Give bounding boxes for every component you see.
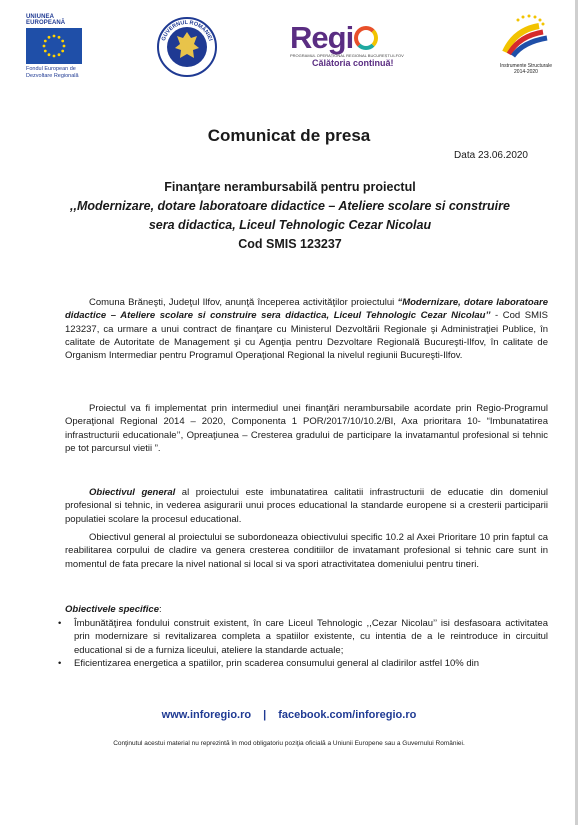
bullet-icon: • (58, 618, 62, 629)
regio-wordmark (290, 22, 420, 53)
p1-project-name: “Modernizare, dotare laboratoare didactice – Ateliere scolare si construire sera didactica, Liceul Tehnologic Cezar Nicolau’’ (65, 297, 548, 322)
eu-logo-subtitle (26, 66, 92, 79)
regio-logo (290, 22, 420, 68)
structural-instruments-caption (494, 63, 558, 75)
p3-text: al proiectului este imbunatatirea calitatii infrastructurii de educatie din domeniul profesional si tehnic, in vederea asigurarii unui proces educational la standarde europene si a cresterii participarii populatiei scolare la procesul educational. (65, 487, 548, 525)
document-date: Data 23.06.2020 (454, 150, 528, 161)
subtitle-line-1: Finanţare nerambursabilă pentru proiectul (164, 180, 416, 194)
eu-flag-icon (26, 28, 82, 64)
specific-objectives-list (50, 617, 548, 670)
list-item-text: Eficientizarea energetica a spatiilor, prin scaderea consumului general al cladirilor astfel 10% din (74, 657, 480, 669)
project-subtitle (40, 178, 540, 254)
subtitle-smis-code: Cod SMIS 123237 (238, 237, 342, 251)
specific-objectives-heading (65, 604, 162, 615)
list-item-text: Îmbunătăţirea fondului construit existent, în care Liceul Tehnologic ,,Cezar Nicolau’’ isi desfasoara activitatea prin modernizare si revitalizarea completa a spatiilor existente, cu intentia de a le reintroduce in circuitul educational si de a furniza liceului, ateliere la standarde actuale; (74, 618, 548, 656)
list-item (50, 617, 548, 657)
government-seal-logo (156, 16, 218, 78)
footer-disclaimer: Conţinutul acestui material nu reprezintă în mod obligatoriu poziţia oficială a Uniunii Europene sau a Guvernului României. (113, 740, 465, 747)
document-title: Comunicat de presa (207, 126, 371, 145)
footer-links (0, 709, 578, 721)
spec-head-text: Obiectivele specifice (65, 604, 159, 615)
paragraph-announcement (65, 296, 548, 362)
regio-program-text: PROGRAMUL OPERAȚIONAL REGIONAL BUCUREȘTI-ILFOV (290, 53, 404, 58)
spec-head-colon: : (159, 604, 162, 615)
p3-label: Obiectivul general (89, 487, 176, 498)
gov-seal-text: GUVERNUL ROMÂNIEI (160, 19, 214, 42)
regio-o-icon (354, 26, 378, 50)
subtitle-line-3: sera didactica, Liceul Tehnologic Cezar Nicolau (148, 218, 432, 232)
regio-slogan: Călătoria continuă! (312, 58, 394, 68)
facebook-link[interactable]: facebook.com/inforegio.ro (278, 709, 417, 721)
bullet-icon: • (58, 657, 62, 669)
paragraph-subordination: Obiectivul general al proiectului se subordoneaza obiectivului specific 10.2 al Axei Prioritare 10 prin faptul ca reabilitarea corpului de cladire va genera cresterea conditiilor de invatamant profesional si tehnic care sunt in momentul de fata precare la nivel national si local si va spori atractivitatea domeniului pentru tineri. (65, 532, 548, 570)
list-item (50, 657, 548, 670)
website-link[interactable]: www.inforegio.ro (161, 709, 252, 721)
instr-caption-line-1: Instrumente Structurale (500, 63, 552, 69)
subtitle-line-2: ,,Modernizare, dotare laboratoare didactice – Ateliere scolare si construire (70, 199, 510, 213)
structural-instruments-icon (499, 12, 553, 58)
p1-text-a: Comuna Brăneşti, Judeţul Ilfov, anunţă începerea activităţilor proiectului (89, 297, 398, 308)
eu-logo (26, 14, 92, 79)
eu-logo-title: UNIUNEA EUROPEANĂ (26, 14, 66, 26)
paragraph-general-objective (65, 486, 548, 526)
eu-sub-line-1: Fondul European de (26, 66, 76, 72)
eu-stars-icon (26, 28, 82, 64)
p1-text-c: - Cod SMIS 123237, ca urmare a unui contract de finanţare cu Ministerul Dezvoltării Regionale şi Administraţiei Publice, în calitate de Autoritate de Management şi cu Agenţia pentru Dezvoltare Regională Bucureşti-Ilfov, în calitate de Organism Intermediar pentru Programul Operaţional Regional la nivelul regiunii Bucureşti-Ilfov. (65, 310, 548, 362)
regio-word-text: Regi (290, 20, 354, 55)
government-seal-icon (156, 16, 218, 78)
footer-separator: | (263, 709, 267, 721)
paragraph-funding: Proiectul va fi implementat prin intermediul unei finanţări nerambursabile acordate prin Regio-Programul Operaţional Regional 2014 – 2020, Componenta 1 POR/2017/10/10.2/BI, Axa prioritara 10- “Imbunatatirea infrastructurii educationale’’, Opreaţiunea – Cresterea gradului de participare la invatamantul profesional si tehnic pe tot parcursul vietii ”. (65, 403, 548, 454)
instr-caption-line-2: 2014-2020 (514, 69, 538, 75)
eu-sub-line-2: Dezvoltare Regională (26, 72, 79, 79)
structural-instruments-logo (494, 12, 558, 75)
